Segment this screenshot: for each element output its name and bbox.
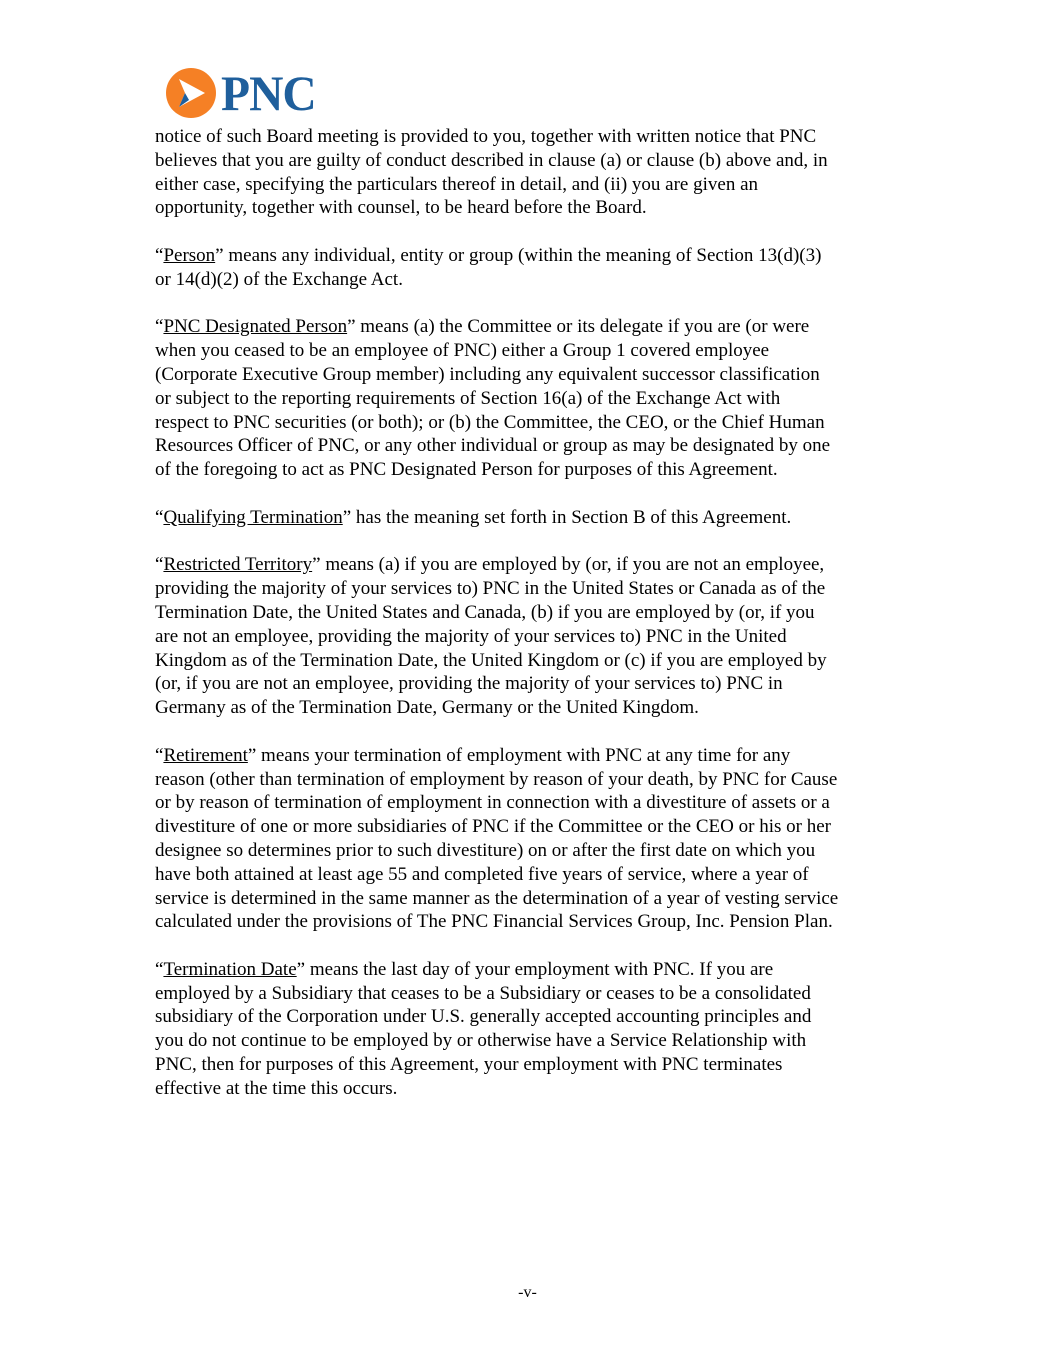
text-line: (Corporate Executive Group member) including any equivalent successor classification xyxy=(155,363,820,385)
text-line: Termination Date, the United States and Canada, (b) if you are employed by (or, if you xyxy=(155,601,815,623)
defined-term: Restricted Territory xyxy=(163,554,313,576)
definition-text-line: ” has the meaning set forth in Section B of this Agreement. xyxy=(342,506,792,528)
text-line: Germany as of the Termination Date, Germany or the United Kingdom. xyxy=(155,697,699,719)
definition-paragraph xyxy=(155,553,915,720)
defined-term: Termination Date xyxy=(163,958,297,980)
definition-paragraph xyxy=(155,744,915,934)
text-line: divestiture of one or more subsidiaries of PNC if the Committee or the CEO or his or her xyxy=(155,816,831,838)
definition-text-line: ” means any individual, entity or group (within the meaning of Section 13(d)(3) xyxy=(215,244,822,266)
text-line: designee so determines prior to such divestiture) on or after the first date on which you xyxy=(155,839,816,861)
text-line: Kingdom as of the Termination Date, the United Kingdom or (c) if you are employed by xyxy=(155,649,827,671)
text-line: or by reason of termination of employment in connection with a divestiture of assets or a xyxy=(155,792,830,814)
text-line: providing the majority of your services to) PNC in the United States or Canada as of the xyxy=(155,578,826,600)
open-quote: “ xyxy=(155,244,164,266)
definition-paragraph xyxy=(155,244,915,292)
text-line: Resources Officer of PNC, or any other individual or group as may be designated by one xyxy=(155,435,831,457)
definition-text-line: ” means (a) if you are employed by (or, if you are not an employee, xyxy=(312,554,825,576)
definition-text-line: ” means (a) the Committee or its delegate if you are (or were xyxy=(347,316,810,338)
open-quote: “ xyxy=(155,316,164,338)
text-line: notice of such Board meeting is provided to you, together with written notice that PNC xyxy=(155,126,817,147)
open-quote: “ xyxy=(155,554,164,576)
pnc-logo-icon xyxy=(165,67,217,119)
text-line: believes that you are guilty of conduct described in clause (a) or clause (b) above and, in xyxy=(155,149,828,171)
text-line: reason (other than termination of employment by reason of your death, by PNC for Cause xyxy=(155,768,838,790)
text-line: service is determined in the same manner as the determination of a year of vesting service xyxy=(155,887,839,909)
text-line: of the foregoing to act as PNC Designated Person for purposes of this Agreement. xyxy=(155,459,778,481)
defined-term: Retirement xyxy=(163,744,248,766)
text-line: have both attained at least age 55 and completed five years of service, where a year of xyxy=(155,863,809,885)
text-line: either case, specifying the particulars thereof in detail, and (ii) you are given an xyxy=(155,173,758,195)
defined-term: Qualifying Termination xyxy=(163,506,343,528)
defined-term: Person xyxy=(163,244,216,266)
definition-text-line: ” means the last day of your employment with PNC. If you are xyxy=(296,958,774,980)
text-line: respect to PNC securities (or both); or (b) the Committee, the CEO, or the Chief Human xyxy=(155,411,825,433)
text-line: opportunity, together with counsel, to be heard before the Board. xyxy=(155,197,647,219)
text-line: subsidiary of the Corporation under U.S. generally accepted accounting principles and xyxy=(155,1006,812,1028)
text-line: effective at the time this occurs. xyxy=(155,1077,398,1099)
definition-paragraph xyxy=(155,958,915,1101)
text-line: employed by a Subsidiary that ceases to be a Subsidiary or ceases to be a consolidated xyxy=(155,982,811,1004)
pnc-logo-text: PNC xyxy=(221,65,316,121)
pnc-logo xyxy=(165,66,321,120)
defined-term: PNC Designated Person xyxy=(163,316,348,338)
text-line: (or, if you are not an employee, providing the majority of your services to) PNC in xyxy=(155,673,783,695)
text-line: when you ceased to be an employee of PNC) either a Group 1 covered employee xyxy=(155,340,770,362)
text-line: or subject to the reporting requirements of Section 16(a) of the Exchange Act with xyxy=(155,387,781,409)
text-line: calculated under the provisions of The PNC Financial Services Group, Inc. Pension Plan. xyxy=(155,911,833,933)
page-number: -v- xyxy=(518,1284,537,1301)
open-quote: “ xyxy=(155,958,164,980)
text-line: or 14(d)(2) of the Exchange Act. xyxy=(155,268,403,290)
text-line: PNC, then for purposes of this Agreement, your employment with PNC terminates xyxy=(155,1054,783,1076)
open-quote: “ xyxy=(155,506,164,528)
document-body xyxy=(155,125,915,1124)
definition-paragraph xyxy=(155,315,915,482)
definition-paragraph xyxy=(155,125,915,220)
text-line: you do not continue to be employed by or otherwise have a Service Relationship with xyxy=(155,1030,807,1052)
open-quote: “ xyxy=(155,744,164,766)
definition-paragraph xyxy=(155,506,915,530)
definition-text-line: ” means your termination of employment with PNC at any time for any xyxy=(247,744,791,766)
text-line: are not an employee, providing the majority of your services to) PNC in the United xyxy=(155,625,787,647)
